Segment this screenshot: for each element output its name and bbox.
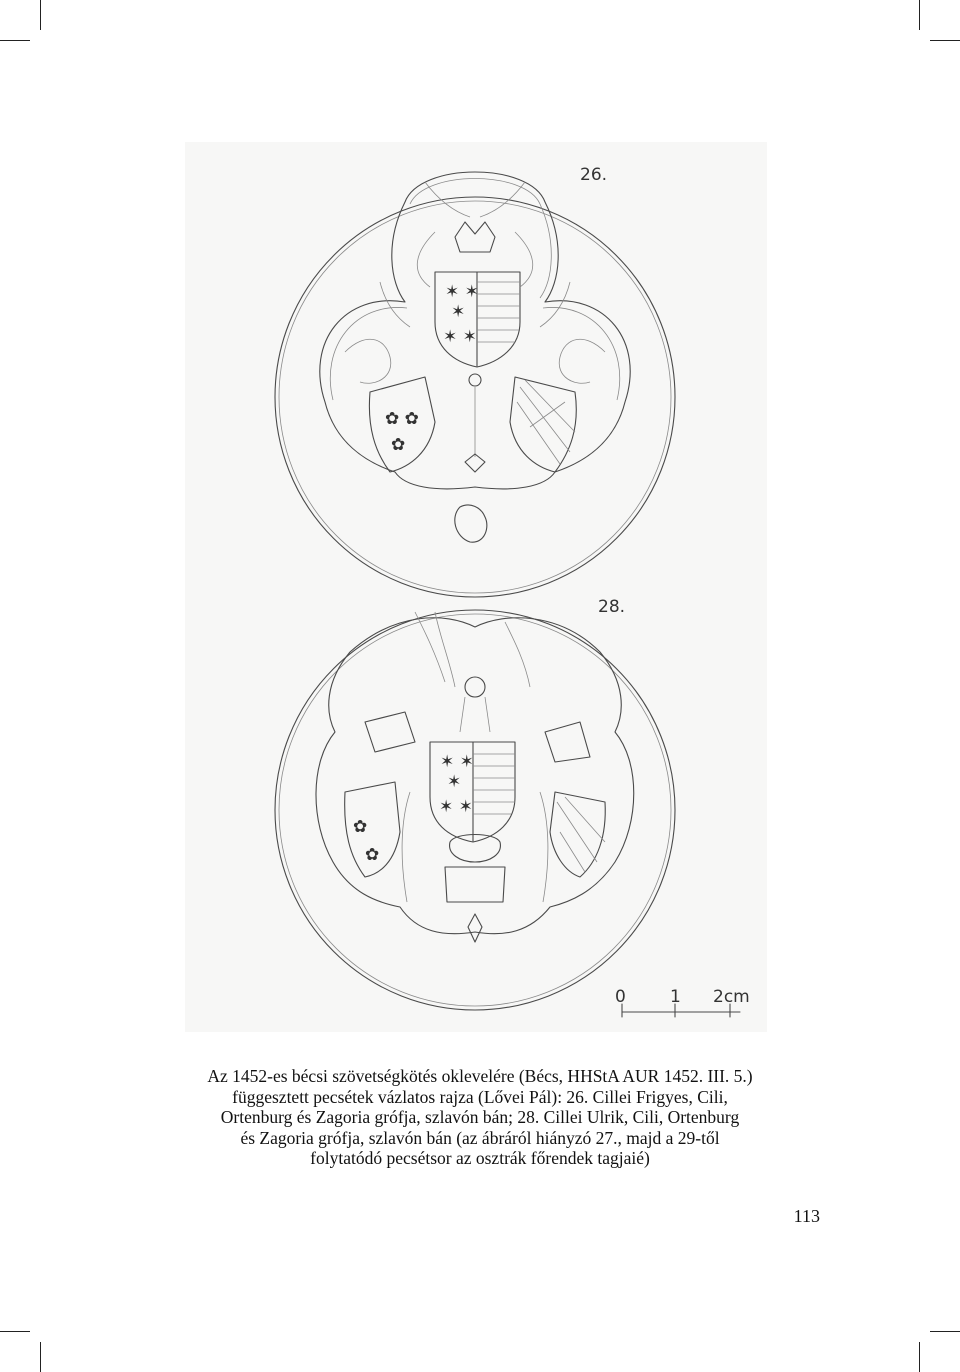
crop-mark <box>930 1331 960 1332</box>
svg-text:✶ ✶: ✶ ✶ <box>445 282 479 302</box>
crop-mark <box>919 1342 920 1372</box>
seal-28-drawing <box>275 597 675 1010</box>
scale-tick-1: 1 <box>670 987 681 1007</box>
svg-text:✶: ✶ <box>451 302 466 322</box>
scale-tick-0: 0 <box>615 987 626 1007</box>
caption-line: Ortenburg és Zagoria grófja, szlavón bán; 28. Cillei Ulrik, Cili, Ortenburg <box>220 1107 740 1128</box>
svg-text:✶ ✶: ✶ ✶ <box>440 752 474 772</box>
seal-26-drawing <box>275 165 675 597</box>
seal-sketch-drawing <box>185 142 767 1032</box>
scale-tick-2: 2cm <box>713 987 750 1007</box>
seal-sketch-figure <box>185 142 767 1032</box>
page-number: 113 <box>793 1206 820 1226</box>
seal-label-28: 28. <box>598 597 626 617</box>
crop-mark <box>0 1331 30 1332</box>
crop-mark <box>930 40 960 41</box>
svg-text:✶ ✶: ✶ ✶ <box>439 797 473 817</box>
crop-mark <box>919 0 920 30</box>
figure-caption <box>180 1066 780 1169</box>
caption-line: folytatódó pecsétsor az osztrák főrendek tagjaié) <box>310 1148 650 1169</box>
caption-line: és Zagoria grófja, szlavón bán (az ábráról hiányzó 27., majd a 29-től <box>240 1127 720 1148</box>
svg-text:✶: ✶ <box>447 772 462 792</box>
svg-text:✿: ✿ <box>353 817 368 837</box>
crop-mark <box>40 1342 41 1372</box>
svg-text:✶ ✶: ✶ ✶ <box>443 327 477 347</box>
scale-bar <box>615 987 750 1017</box>
svg-text:✿ ✿: ✿ ✿ <box>385 409 419 429</box>
caption-line: Az 1452-es bécsi szövetségkötés oklevelére (Bécs, HHStA AUR 1452. III. 5.) <box>207 1066 753 1086</box>
caption-line: függesztett pecsétek vázlatos rajza (Lővei Pál): 26. Cillei Frigyes, Cili, <box>232 1086 728 1107</box>
seal-label-26: 26. <box>580 165 608 185</box>
svg-text:✿: ✿ <box>391 435 406 455</box>
crop-mark <box>0 40 30 41</box>
crop-mark <box>40 0 41 30</box>
svg-text:✿: ✿ <box>365 845 380 865</box>
